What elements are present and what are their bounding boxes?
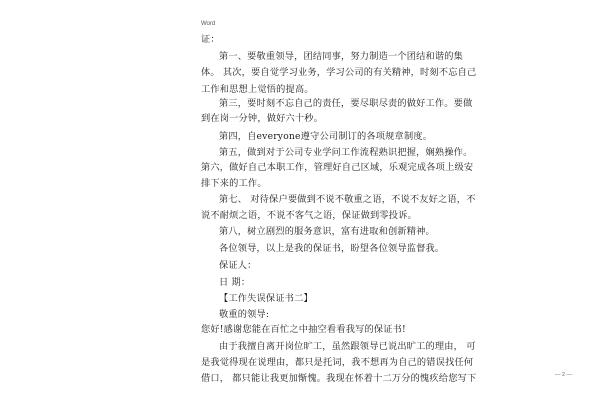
text-line: 第三，要时刻不忘自己的责任，要尽职尽责的做好工作。要做 [219,98,473,109]
text-line: 第七、 对待保户要做到不说不敬重之语，不说不友好之语，不 [219,194,476,205]
text-line: 到在岗一分钟，做好六十秒。 [201,113,324,124]
text-line: 【工作失误保证书二】 [219,293,313,304]
text-line: 敬重的领导: [219,309,270,320]
text-line: 是我觉得现在说理由，都只是托词，我不想再为自己的错误找任何 [201,357,474,368]
text-line: 体。 其次，要自觉学习业务，学习公司的有关精神，时刻不忘自己 [201,67,477,78]
text-line: 第四，自everyone遵守公司制订的各项规章制度。 [219,131,433,142]
text-line: 您好!感谢您能在百忙之中抽空看看我写的保证书! [201,324,406,335]
page-number: — 2 — [555,372,573,378]
text-line: 第八，树立剧烈的服务意识，富有进取和创新精神。 [219,226,435,237]
text-line: 各位领导，以上是我的保证书，盼望各位领导监督我。 [219,243,445,254]
text-line: 由于我擅自离开岗位旷工，虽然跟领导已说出旷工的理由， 可 [219,341,476,352]
text-line: 第五，做到对于公司专业学问工作流程熟识把握，娴熟操作。 [219,147,473,158]
text-line: 排下来的工作。 [201,178,267,189]
text-line: 日 期： [219,277,251,288]
text-line: 说不耐烦之语，不说不客气之语，保证做到零投诉。 [201,210,417,221]
text-line: 第一、要敬重领导，团结同事，努力制造一个团结和谐的集 [219,51,464,62]
text-line: 保证人： [219,260,257,271]
text-line: 工作和思想上觉悟的提高。 [201,84,314,95]
text-line: 第六，做好自己本职工作，管理好自己区域，乐观完成各项上级安 [201,162,474,173]
text-line: 证： [201,34,220,45]
text-line: 借口， 都只能让我更加惭愧。我现在怀着十二万分的愧疚给您写下 [201,373,477,384]
header-label: Word [201,21,216,27]
